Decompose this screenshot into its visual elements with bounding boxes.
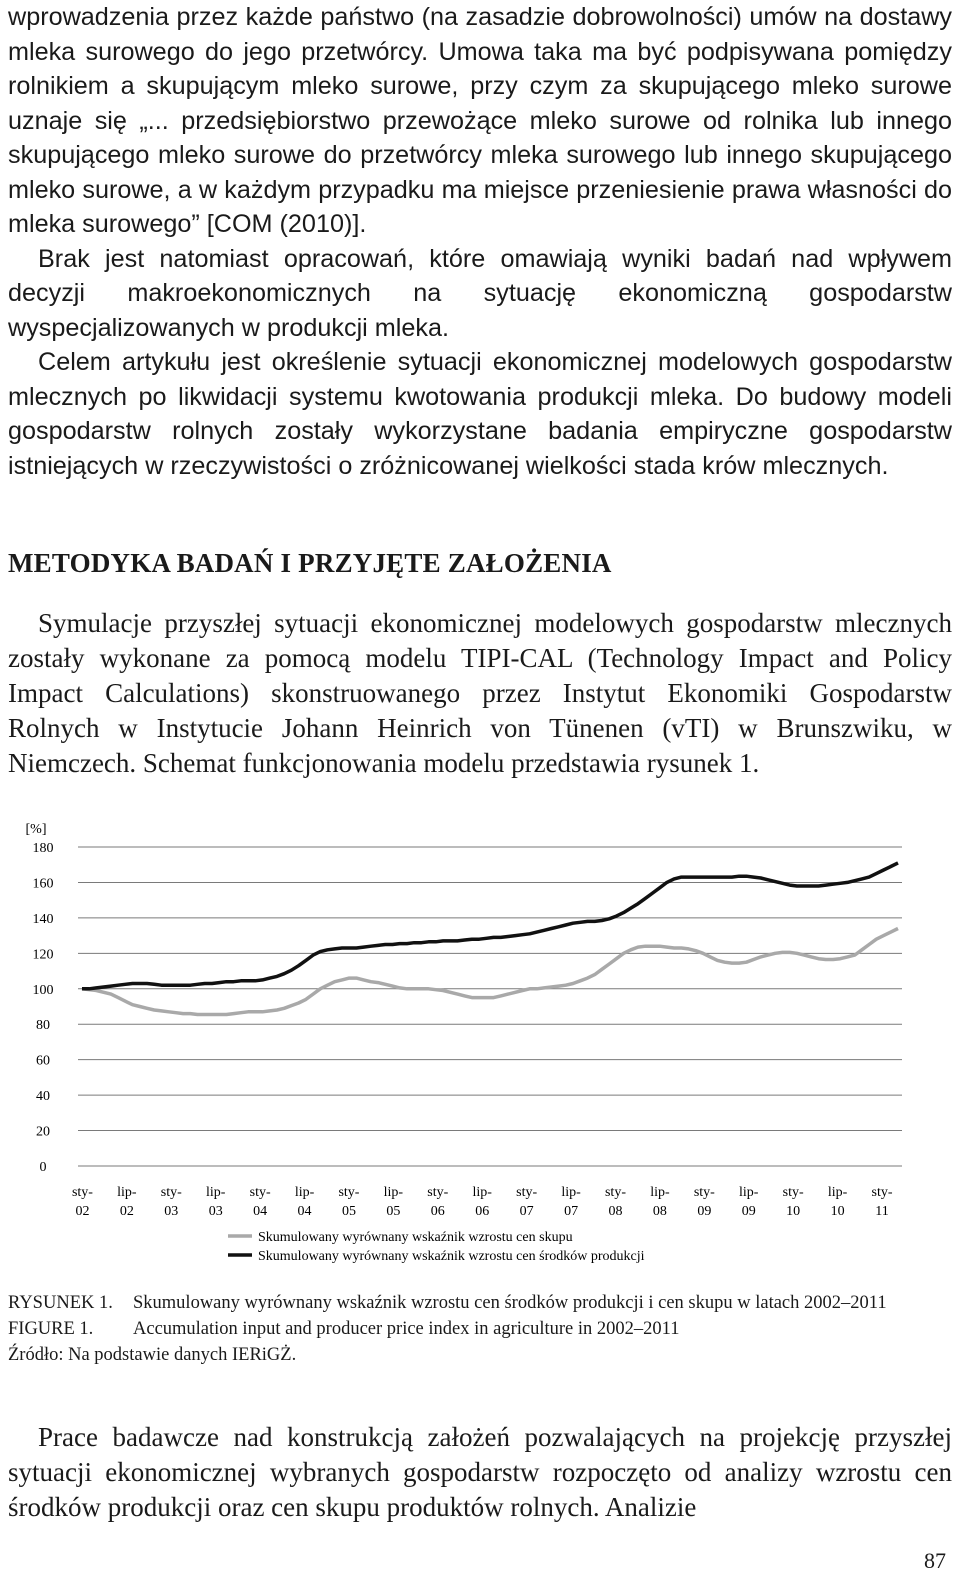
y-tick-label: 100 <box>32 982 54 998</box>
intro-text <box>8 0 952 483</box>
chart-gridlines <box>78 847 902 1166</box>
x-tick-label: lip-07 <box>561 1185 581 1219</box>
section-heading: METODYKA BADAŃ I PRZYJĘTE ZAŁOŻENIA <box>8 548 612 578</box>
page-number: 87 <box>924 1548 946 1573</box>
y-tick-label: 120 <box>32 947 54 963</box>
x-tick-label: sty-11 <box>871 1185 893 1219</box>
x-tick-label: sty-05 <box>338 1185 360 1219</box>
caption-en-text: Accumulation input and producer price index in agriculture in 2002–2011 <box>133 1319 680 1339</box>
y-tick-label: 0 <box>39 1160 47 1175</box>
chart-legend <box>228 1230 645 1264</box>
y-tick-label: 40 <box>36 1089 50 1105</box>
x-tick-label: lip-05 <box>383 1185 404 1219</box>
x-tick-label: lip-03 <box>205 1185 226 1219</box>
y-tick-label: 180 <box>32 841 54 856</box>
x-tick-label: sty-08 <box>604 1185 626 1219</box>
caption-pl <box>8 1290 948 1316</box>
x-tick-label: lip-09 <box>739 1185 759 1219</box>
legend-label-2: Skumulowany wyrównany wskaźnik wzrostu cen środków produkcji <box>258 1249 645 1264</box>
caption-en-label: FIGURE 1. <box>8 1319 94 1339</box>
x-tick-label: lip-02 <box>117 1185 137 1219</box>
price-index-chart <box>0 812 960 1282</box>
section-paragraph: Symulacje przyszłej sytuacji ekonomicznej modelowych gospodarstw mlecznych zostały wykonane za pomocą modelu TIPI-CAL (Technology Impact and Policy Impact Calculations) skonstruowanego przez Instytut Ekonomiki Gospodarstw Rolnych w Instytucie Johann Heinrich von Tünenen (vTI) w Brunszwiku, w Niemczech. Schemat funkcjonowania modelu przedstawia rysunek 1. <box>8 608 952 778</box>
x-tick-label: sty-04 <box>249 1185 271 1219</box>
y-tick-label: 160 <box>32 876 54 892</box>
y-tick-label: 140 <box>32 911 54 927</box>
chart-y-axis-label: [%] <box>25 822 47 837</box>
intro-paragraph-2: Brak jest natomiast opracowań, które omawiają wyniki badań nad wpływem decyzji makroekonomicznych na sytuację ekonomiczną gospodarstw wyspecjalizowanych w produkcji mleka. <box>8 244 952 342</box>
closing-paragraph: Prace badawcze nad konstrukcją założeń pozwalających na projekcję przyszłej sytuacji ekonomicznej wybranych gospodarstw rozpoczęto od analizy wzrostu cen środków produkcji oraz cen skupu produktów rolnych. Analizie <box>8 1422 952 1522</box>
chart-x-ticks <box>72 1185 893 1219</box>
legend-label-1: Skumulowany wyrównany wskaźnik wzrostu cen skupu <box>258 1230 573 1245</box>
x-tick-label: sty-07 <box>516 1185 538 1219</box>
chart-series-lines <box>82 863 898 1015</box>
y-tick-label: 20 <box>36 1124 50 1140</box>
x-tick-label: sty-02 <box>71 1185 93 1219</box>
chart-y-ticks <box>33 841 54 1175</box>
series-line-1 <box>82 929 898 1015</box>
x-tick-label: sty-06 <box>427 1185 449 1219</box>
figure-captions <box>8 1290 948 1368</box>
x-tick-label: lip-08 <box>650 1185 670 1219</box>
y-tick-label: 60 <box>36 1053 50 1069</box>
intro-paragraph-1: wprowadzenia przez każde państwo (na zasadzie dobrowolności) umów na dostawy mleka surowego do jego przetwórcy. Umowa taka ma być podpisywana pomiędzy rolnikiem a skupującym mleko surowe, przy czym za skupującego mleko surowe uznaje się „... przedsiębiorstwo przewożące mleko surowe od rolnika lub innego skupującego mleko surowe do przetwórcy mleka surowego lub innego skupującego mleko surowe, a w każdym przypadku ma miejsce przeniesienie prawa własności do mleka surowego” [COM (2010)]. <box>8 3 952 238</box>
x-tick-label: lip-06 <box>472 1185 492 1219</box>
figure-source: Źródło: Na podstawie danych IERiGŻ. <box>8 1345 297 1365</box>
series-line-2 <box>82 863 898 989</box>
caption-en <box>8 1316 948 1342</box>
x-tick-label: sty-10 <box>782 1185 804 1219</box>
caption-pl-label: RYSUNEK 1. <box>8 1293 113 1313</box>
x-tick-label: sty-03 <box>160 1185 182 1219</box>
y-tick-label: 80 <box>36 1018 50 1034</box>
x-tick-label: lip-10 <box>827 1185 848 1219</box>
x-tick-label: lip-04 <box>294 1185 315 1219</box>
caption-pl-text: Skumulowany wyrównany wskaźnik wzrostu cen środków produkcji i cen skupu w latach 2002–2011 <box>133 1293 887 1313</box>
intro-paragraph-3: Celem artykułu jest określenie sytuacji ekonomicznej modelowych gospodarstw mlecznych po likwidacji systemu kwotowania produkcji mleka. Do budowy modeli gospodarstw rolnych zostały wykorzystane badania empiryczne gospodarstw istniejących w rzeczywistości o zróżnicowanej wielkości stada krów mlecznych. <box>8 348 952 480</box>
x-tick-label: sty-09 <box>693 1185 715 1219</box>
